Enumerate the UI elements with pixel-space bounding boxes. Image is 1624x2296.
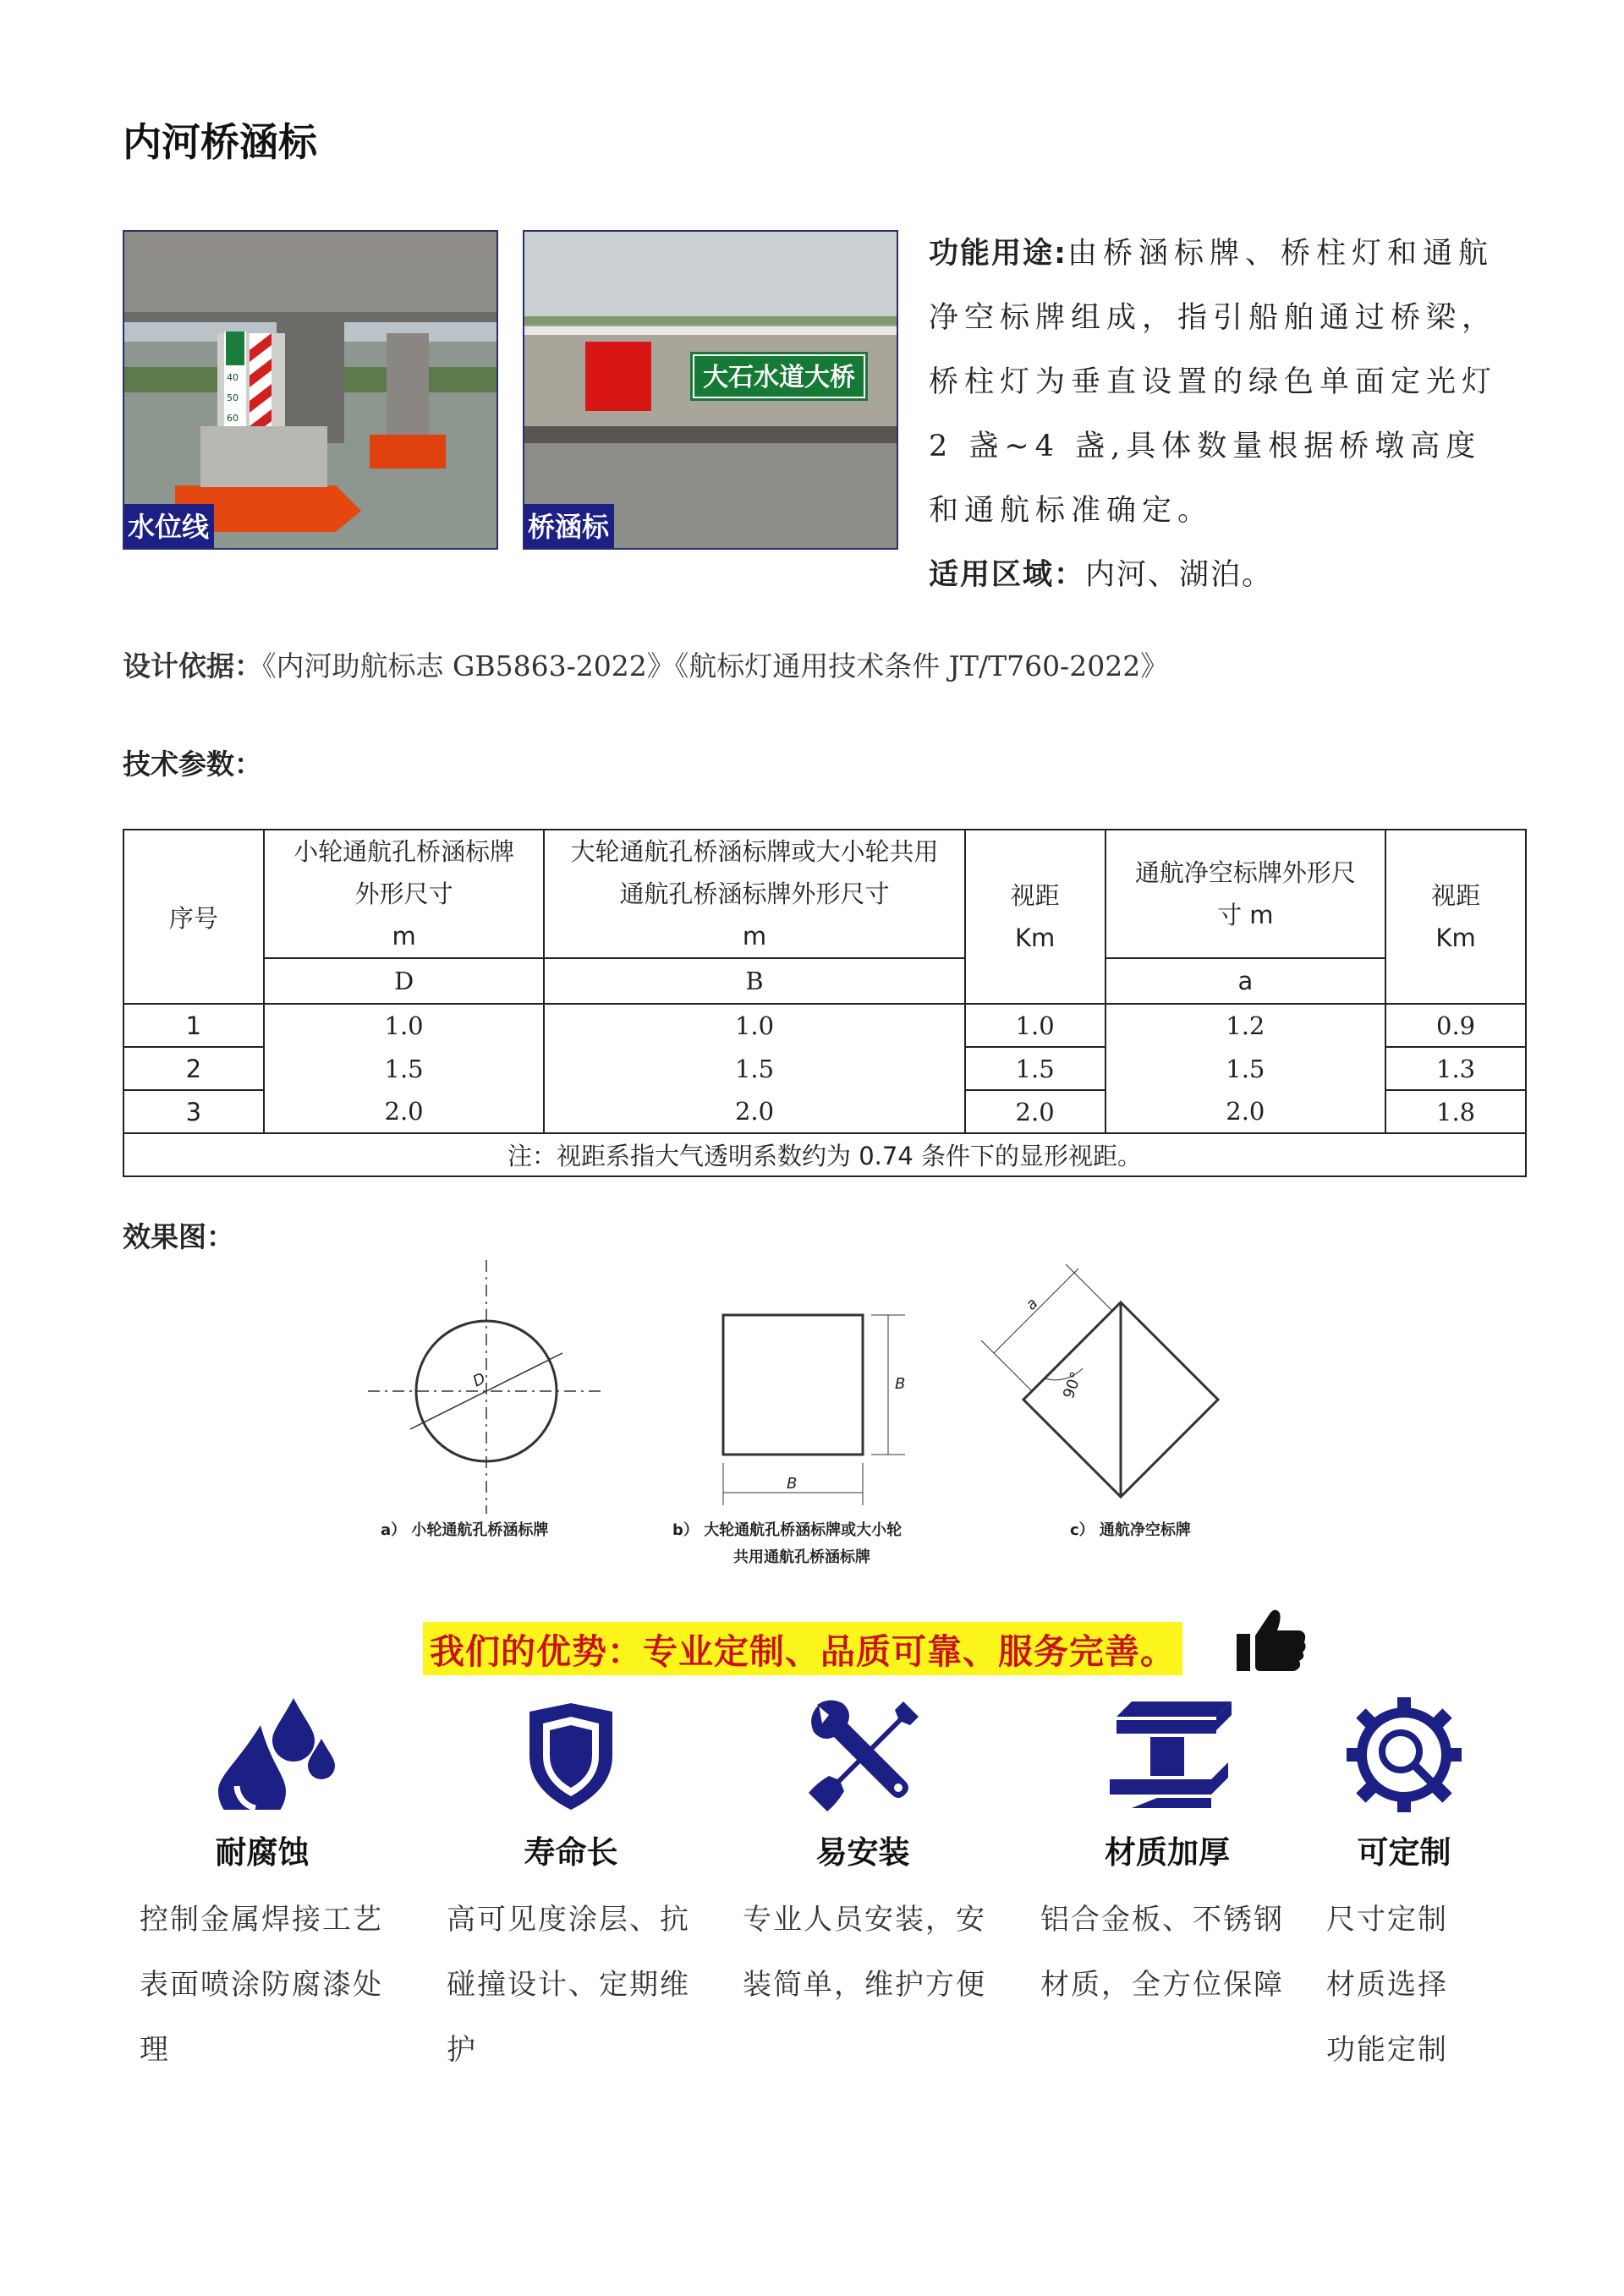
cell-no: 2 — [123, 1047, 264, 1090]
cell-b: 2.0 — [544, 1090, 964, 1133]
header-small-unit: m — [392, 922, 416, 951]
header-clear: 通航净空标牌外形尺寸 m — [1106, 830, 1386, 958]
function-text: 由桥涵标牌、桥柱灯和通航净空标牌组成，指引船舶通过桥梁，桥柱灯为垂直设置的绿色单面定光灯 2 盏~4 盏,具体数量根据桥墩高度和通航标准确定。 — [929, 237, 1498, 528]
table-row — [123, 1047, 1526, 1090]
label-angle: 90° — [1059, 1369, 1086, 1401]
feature-line: 护 — [447, 2033, 477, 2067]
feature-line: 表面喷涂防腐漆处 — [140, 1968, 383, 2002]
header-small-text: 小轮通航孔桥涵标牌外形尺寸 — [294, 837, 515, 908]
cell-r2: 1.3 — [1385, 1047, 1526, 1090]
square-sign-diagram — [723, 1315, 905, 1505]
header-range1-unit: Km — [1014, 923, 1056, 952]
basis-label: 设计依据： — [123, 649, 262, 682]
water-drops-icon — [203, 1691, 338, 1810]
cell-no: 3 — [123, 1090, 264, 1133]
label-b-bottom: B — [787, 1475, 798, 1493]
cell-b: 1.0 — [544, 1004, 964, 1047]
cell-r2: 1.8 — [1385, 1090, 1526, 1133]
feature-description — [1326, 1888, 1448, 2083]
cell-r2: 0.9 — [1385, 1004, 1526, 1047]
feature-line: 控制金属焊接工艺 — [140, 1903, 383, 1937]
feature-title: 寿命长 — [524, 1834, 618, 1871]
cell-no: 1 — [123, 1004, 264, 1047]
sign-diagrams — [364, 1260, 1260, 1590]
header-large-unit: m — [742, 922, 767, 951]
feature-line: 装简单，维护方便 — [743, 1968, 986, 2002]
gauge-mark: 50 — [227, 392, 239, 403]
area-label: 适用区域： — [929, 558, 1086, 592]
thumbs-up-icon — [1235, 1607, 1308, 1674]
feature-line: 材质选择 — [1326, 1968, 1448, 2002]
header-large-text: 大轮通航孔桥涵标牌或大小轮共用通航孔桥涵标牌外形尺寸 — [570, 837, 939, 908]
header-small — [264, 830, 545, 958]
tools-icon — [804, 1698, 922, 1817]
photo-label: 桥涵标 — [524, 504, 614, 548]
header-no: 序号 — [123, 830, 264, 1004]
feature-description — [140, 1888, 383, 2083]
shield-icon — [524, 1701, 617, 1811]
photo-bridge-sign — [523, 230, 898, 550]
label-d: D — [469, 1369, 489, 1391]
caption-a: a） 小轮通航孔桥涵标牌 — [381, 1521, 549, 1539]
table-row — [123, 1090, 1526, 1133]
spec-table — [123, 829, 1527, 1177]
advantage-banner: 我们的优势：专业定制、品质可靠、服务完善。 — [423, 1622, 1182, 1675]
header-large — [544, 830, 964, 958]
header-range1 — [965, 830, 1106, 1004]
feature-title: 材质加厚 — [1105, 1834, 1230, 1871]
caption-b2: 共用通航孔桥涵标牌 — [733, 1548, 870, 1566]
feature-description — [743, 1888, 986, 2018]
design-basis — [123, 644, 1168, 684]
feature-line: 碰撞设计、定期维 — [447, 1968, 690, 2002]
header-clear-sym: a — [1106, 958, 1386, 1004]
caption-b: b） 大轮通航孔桥涵标牌或大小轮 — [672, 1521, 903, 1539]
feature-title: 耐腐蚀 — [215, 1834, 310, 1871]
feature-line: 功能定制 — [1326, 2033, 1448, 2067]
feature-line: 材质，全方位保障 — [1040, 1968, 1284, 2002]
feature-title: 可定制 — [1357, 1834, 1451, 1871]
function-label: 功能用途: — [929, 237, 1067, 271]
photo-label: 水位线 — [124, 504, 214, 548]
bridge-illustration — [524, 232, 897, 548]
function-description — [929, 222, 1512, 607]
header-range2 — [1385, 830, 1526, 1004]
gauge-mark: 40 — [227, 372, 239, 383]
label-a: a — [1022, 1294, 1042, 1314]
feature-description — [1040, 1888, 1284, 2018]
table-row — [123, 1004, 1526, 1047]
feature-line: 专业人员安装，安 — [743, 1903, 986, 1937]
params-heading: 技术参数： — [123, 748, 262, 781]
feature-description — [447, 1888, 690, 2083]
cell-r1: 2.0 — [965, 1090, 1106, 1133]
feature-line: 理 — [140, 2033, 170, 2067]
diamond-sign-diagram — [981, 1264, 1218, 1497]
basis-text: 《内河助航标志 GB5863-2022》《航标灯通用技术条件 JT/T760-2022》 — [262, 649, 1169, 682]
table-note: 注：视距系指大气透明系数约为 0.74 条件下的显形视距。 — [123, 1133, 1526, 1176]
header-range2-unit: Km — [1435, 923, 1476, 952]
feature-title: 易安装 — [815, 1834, 910, 1871]
cell-d: 1.0 — [264, 1004, 545, 1047]
cell-a: 2.0 — [1106, 1090, 1386, 1133]
bridge-sign-text: 大石水道大桥 — [703, 363, 855, 392]
cell-r1: 1.0 — [965, 1004, 1106, 1047]
cell-a: 1.2 — [1106, 1004, 1386, 1047]
pier-illustration — [124, 232, 497, 548]
steel-beam-icon — [1106, 1700, 1233, 1810]
page-title: 内河桥涵标 — [123, 119, 317, 165]
feature-line: 尺寸定制 — [1326, 1903, 1448, 1937]
cell-d: 2.0 — [264, 1090, 545, 1133]
gauge-mark: 60 — [227, 413, 239, 424]
header-small-sym: D — [264, 958, 545, 1004]
effect-heading: 效果图： — [123, 1220, 234, 1253]
custom-gear-icon — [1345, 1696, 1463, 1814]
cell-d: 1.5 — [264, 1047, 545, 1090]
feature-line: 高可见度涂层、抗 — [447, 1903, 690, 1937]
feature-line: 铝合金板、不锈钢 — [1040, 1903, 1284, 1937]
cell-r1: 1.5 — [965, 1047, 1106, 1090]
cell-b: 1.5 — [544, 1047, 964, 1090]
header-large-sym: B — [544, 958, 964, 1004]
circle-sign-diagram — [368, 1260, 605, 1514]
header-range2-text: 视距 — [1431, 881, 1481, 910]
caption-c: c） 通航净空标牌 — [1070, 1521, 1191, 1539]
area-text: 内河、湖泊。 — [1085, 558, 1274, 592]
photo-water-level — [123, 230, 498, 550]
cell-a: 1.5 — [1106, 1047, 1386, 1090]
label-b-side: B — [895, 1375, 906, 1393]
header-range1-text: 视距 — [1010, 881, 1060, 910]
